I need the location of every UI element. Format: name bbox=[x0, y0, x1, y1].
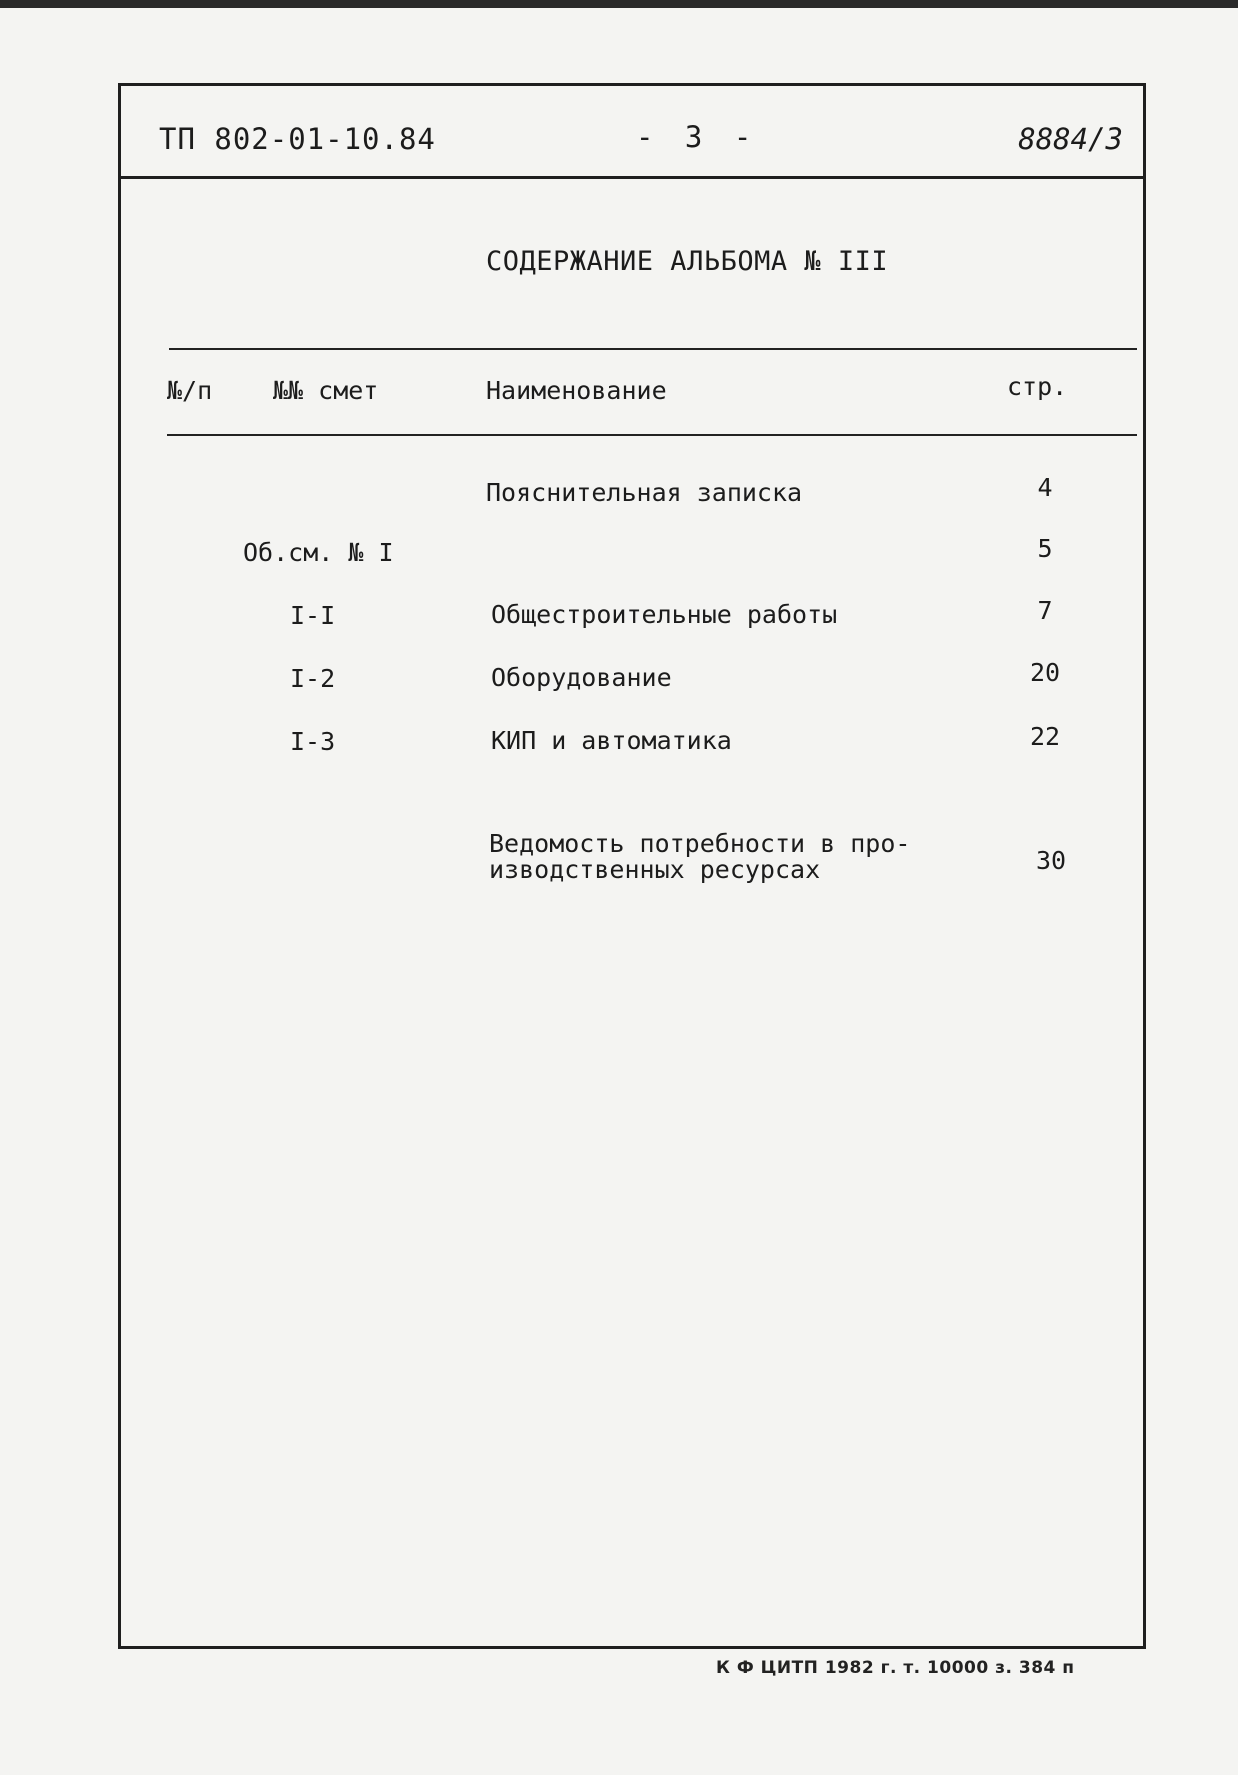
sheet-code: 8884/3 bbox=[1018, 122, 1123, 156]
document-frame bbox=[118, 83, 1146, 1649]
printer-imprint: К Ф ЦИТП 1982 г. т. 10000 з. 384 п bbox=[716, 1658, 1075, 1678]
row-name: Общестроительные работы bbox=[491, 600, 838, 629]
top-edge-rule bbox=[0, 0, 1238, 8]
row-estimate: I-I bbox=[290, 601, 336, 630]
row-page: 4 bbox=[1037, 473, 1053, 502]
row-name-line1: Ведомость потребности в про- bbox=[489, 829, 911, 858]
column-header-page: стр. bbox=[1007, 372, 1068, 401]
column-header-name: Наименование bbox=[486, 376, 667, 405]
row-page: 20 bbox=[1029, 658, 1061, 687]
row-estimate: I-2 bbox=[290, 664, 336, 693]
row-name: Оборудование bbox=[491, 663, 672, 692]
row-name-line2: изводственных ресурсах bbox=[489, 855, 821, 884]
table-header-rule bbox=[167, 434, 1137, 436]
doc-code: ТП 802-01-10.84 bbox=[159, 122, 436, 156]
row-estimate: I-3 bbox=[290, 727, 336, 756]
page-title: СОДЕРЖАНИЕ АЛЬБОМА № III bbox=[486, 246, 889, 277]
row-name: КИП и автоматика bbox=[491, 726, 732, 755]
row-page: 30 bbox=[1035, 846, 1067, 875]
page-number: - 3 - bbox=[636, 120, 752, 154]
table-top-rule bbox=[169, 348, 1137, 350]
row-page: 5 bbox=[1037, 534, 1053, 563]
row-estimate: Об.см. № I bbox=[243, 538, 394, 567]
row-name: Пояснительная записка bbox=[486, 478, 803, 507]
column-header-estimates: №№ смет bbox=[273, 376, 379, 405]
row-page: 7 bbox=[1037, 596, 1053, 625]
header-band bbox=[121, 86, 1143, 179]
row-page: 22 bbox=[1029, 722, 1061, 751]
column-header-num: №/п bbox=[167, 376, 213, 405]
